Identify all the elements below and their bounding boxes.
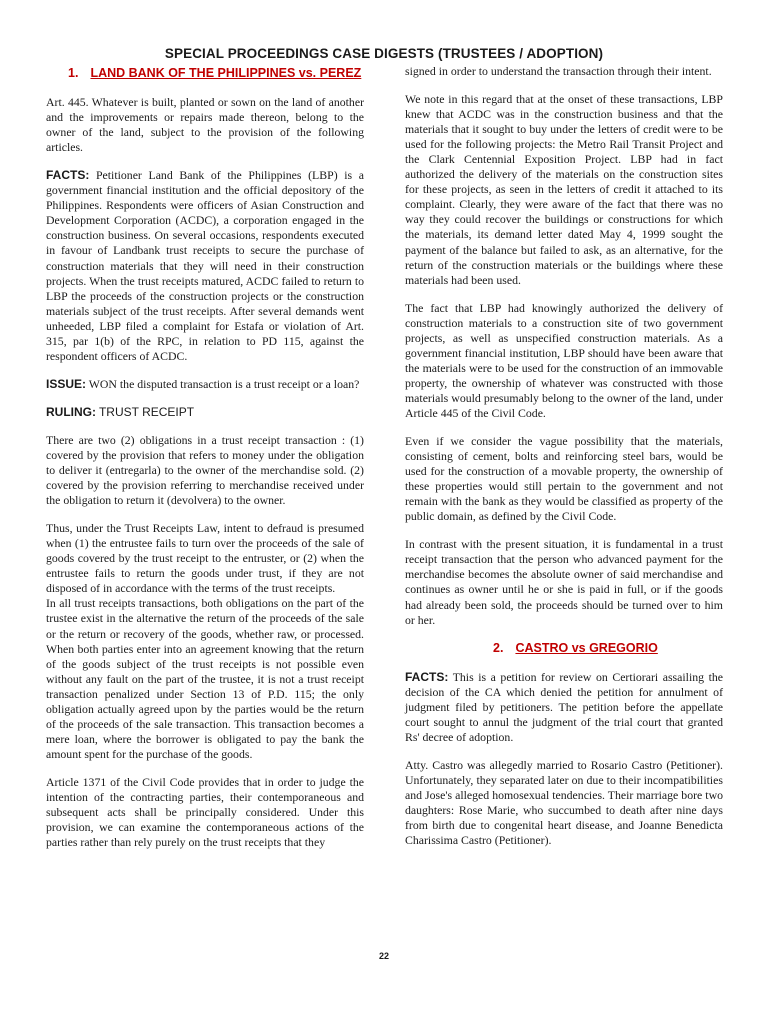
body-paragraph: signed in order to understand the transaction through their intent. (405, 64, 712, 78)
facts-text: Petitioner Land Bank of the Philippines (LBP) is a government financial institution and the official depository of the Philippines. Respondents were officers of Asian Construction and Development Corporation (ACDC), a corporation engaged in the construction business. On several occasions, respondents executed in favour of Landbank trust receipts to secure the purchase of construction materials that they will need in their construction projects. When the trust receipts matured, ACDC failed to return to LBP the proceeds of the construction projects or the construction materials subject of the trust receipts. After several demands went unheeded, LBP filed a complaint for Estafa or violation of Art. 315, par 1(b) of the RPC, in relation to PD 115, against the respondent officers of ACDC. (46, 168, 365, 363)
issue-text: WON the disputed transaction is a trust receipt or a loan? (88, 376, 360, 391)
page-title: SPECIAL PROCEEDINGS CASE DIGESTS (TRUSTEES / ADOPTION) (164, 46, 604, 61)
facts-label: FACTS: (405, 669, 449, 684)
body-paragraph: In all trust receipts transactions, both obligations on the part of the trustee exist in the alternative the return of the proceeds of the sale or the return or recovery of the goods, whether raw, or processed. When both parties enter into an agreement knowing that the return of the goods subject of the trust receipts is not possible even without any fault on the part of the trustee, it is not a trust receipt transaction penalized under Section 13 of P.D. 115; the only obligation actually agreed upon by the parties would be the return of the proceeds of the sale transaction. This transaction becomes a mere loan, where the borrower is obligated to pay the bank the amount spent for the purchase of the goods. (46, 596, 364, 761)
body-paragraph: The fact that LBP had knowingly authorized the delivery of construction materials to a construction site of two government projects, as well as unspecified construction materials. As a government financial institution, LBP should have been aware that the materials were to be used for the construction of an immovable property, the ownership of whatever was constructed with those materials would presumably belong to the owner of the land, under Article 445 of the Civil Code. (405, 300, 723, 420)
case-number: 2. (493, 640, 504, 655)
case-heading-castro (405, 641, 723, 656)
right-column (405, 64, 723, 848)
ruling-label: RULING: (46, 404, 96, 419)
article-445-paragraph: Art. 445. Whatever is built, planted or sown on the land of another and the improvements or repairs made thereon, belong to the owner of the land, subject to the provision of the following articles. (46, 95, 364, 155)
case-number: 1. (68, 66, 79, 80)
body-paragraph: Thus, under the Trust Receipts Law, intent to defraud is presumed when (1) the entrustee fails to turn over the proceeds of the sale of goods covered by the trust receipt to the entruster, or (2) when the entrustee fails to return the goods under trust, if they are not disposed of in accordance with the terms of the trust receipts. (46, 521, 364, 596)
ruling-paragraph (46, 405, 364, 420)
issue-label: ISSUE: (46, 376, 87, 391)
body-paragraph: Even if we consider the vague possibility that the materials, consisting of cement, bolts and reinforcing steel bars, would be used for the construction of a movable property, the ownership of these properties would still pertain to the government and not remain with the bank as they would be classified as property of the public domain, as defined by the Civil Code. (405, 434, 723, 524)
body-paragraph: We note in this regard that at the onset of these transactions, LBP knew that ACDC was in the construction business and that the materials that it sought to buy under the letters of credit were to be used for the following projects: the Metro Rail Transit Project and the Clark Centennial Exposition Project. LBP had in fact authorized the delivery of the materials on the construction sites for these projects, as seen in the letters of credit it attached to its complaint. Clearly, they were aware of the fact that there was no way they could recover the buildings or constructions for which the materials, its demand letter dated May 4, 1999 sought the payment of the balance but failed to ask, as an alternative, for the return of the construction materials or the buildings where these materials had been used. (405, 92, 723, 287)
left-column (46, 64, 364, 850)
body-paragraph: There are two (2) obligations in a trust receipt transaction : (1) covered by the provision that refers to money under the obligation to deliver it (entregarla) to the owner of the merchandise sold. (2) covered by the provision referring to merchandise received under the obligation to return it (devolvera) to the owner. (46, 432, 364, 508)
page-number: 22 (378, 951, 389, 961)
case-name: CASTRO vs GREGORIO (515, 640, 658, 655)
body-paragraph: Article 1371 of the Civil Code provides that in order to judge the intention of the contracting parties, their contemporaneous and subsequent acts shall be principally considered. Under this provision, we can examine the contemporaneous actions of the parties rather than rely purely on the trust receipts that they (46, 774, 364, 850)
facts-label: FACTS: (46, 168, 90, 183)
facts-text: This is a petition for review on Certiorari assailing the decision of the CA which denied the petition for annulment of judgment filed by petitioners. The petition before the appellate court sought to annul the judgment of the trial court that granted Rs' decree of adoption. (405, 669, 723, 744)
case-heading-land-bank (46, 66, 364, 81)
ruling-text: TRUST RECEIPT (98, 404, 195, 419)
case-name: LAND BANK OF THE PHILIPPINES vs. PEREZ (90, 66, 362, 80)
body-paragraph: In contrast with the present situation, it is fundamental in a trust receipt transaction that the person who advanced payment for the merchandise becomes the absolute owner of said merchandise and continues as owner until he or she is paid in full, or if the goods had already been sold, the proceeds should be turned over to him or her. (405, 537, 723, 627)
body-paragraph: Atty. Castro was allegedly married to Rosario Castro (Petitioner). Unfortunately, they separated later on due to their incompatibilities and Jose's alleged homosexual tendencies. Their marriage bore two daughters: Rose Marie, who succumbed to death after nine days from birth due to congenital heart disease, and Joanne Benedicta Charissima Castro (Petitioner). (405, 757, 723, 848)
facts-paragraph (46, 168, 364, 364)
issue-paragraph (46, 377, 364, 392)
facts-paragraph (405, 670, 723, 745)
